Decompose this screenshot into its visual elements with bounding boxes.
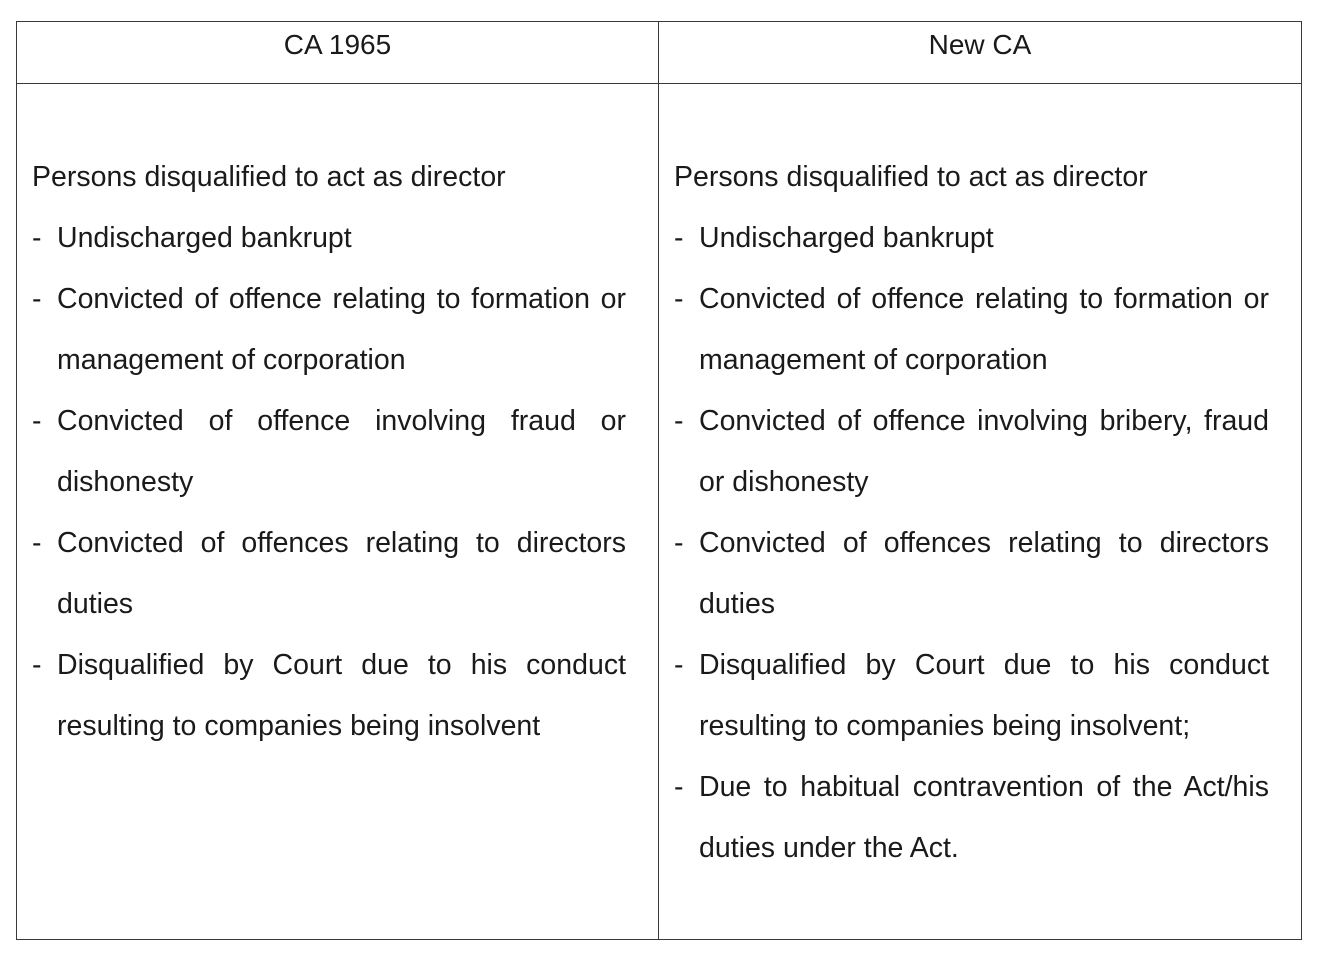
list-item-text: Due to habitual contravention of the Act/his duties under the Act. bbox=[699, 771, 1269, 864]
cell-new-ca bbox=[659, 84, 1302, 940]
dash-bullet: - bbox=[32, 649, 42, 681]
list-item bbox=[674, 635, 1269, 757]
list-item-text: Convicted of offence involving fraud or dishonesty bbox=[57, 405, 626, 498]
header-row bbox=[17, 22, 1302, 84]
list-item bbox=[32, 208, 626, 269]
list-item-text: Disqualified by Court due to his conduct resulting to companies being insolvent; bbox=[699, 649, 1269, 742]
list-item bbox=[674, 757, 1269, 879]
cell-intro: Persons disqualified to act as director bbox=[32, 161, 506, 193]
header-new-ca bbox=[659, 22, 1302, 84]
dash-bullet: - bbox=[32, 405, 42, 437]
header-ca-1965 bbox=[17, 22, 659, 84]
list-item-text: Undischarged bankrupt bbox=[57, 222, 352, 254]
header-label: New CA bbox=[928, 29, 1032, 60]
dash-bullet: - bbox=[674, 649, 684, 681]
list-item-text: Convicted of offence relating to formation or management of corporation bbox=[57, 283, 626, 376]
list-item bbox=[674, 391, 1269, 513]
list-item bbox=[674, 269, 1269, 391]
dash-bullet: - bbox=[674, 771, 684, 803]
list-item-text: Convicted of offences relating to directors duties bbox=[699, 527, 1269, 620]
list-item bbox=[32, 269, 626, 391]
cell-ca-1965 bbox=[17, 84, 659, 940]
header-label: CA 1965 bbox=[283, 29, 392, 60]
list-item bbox=[674, 513, 1269, 635]
list-item-text: Undischarged bankrupt bbox=[699, 222, 994, 254]
dash-bullet: - bbox=[32, 283, 42, 315]
dash-bullet: - bbox=[32, 222, 42, 254]
list-item bbox=[32, 635, 626, 757]
list-item-text: Convicted of offences relating to directors duties bbox=[57, 527, 626, 620]
list-item-text: Disqualified by Court due to his conduct resulting to companies being insolvent bbox=[57, 649, 626, 742]
disqualification-list bbox=[32, 208, 626, 757]
list-item-text: Convicted of offence relating to formation or management of corporation bbox=[699, 283, 1269, 376]
dash-bullet: - bbox=[674, 283, 684, 315]
disqualification-list bbox=[674, 208, 1269, 879]
cell-intro: Persons disqualified to act as director bbox=[674, 161, 1148, 193]
list-item bbox=[674, 208, 1269, 269]
list-item bbox=[32, 391, 626, 513]
list-item bbox=[32, 513, 626, 635]
comparison-table bbox=[16, 21, 1302, 940]
dash-bullet: - bbox=[32, 527, 42, 559]
dash-bullet: - bbox=[674, 527, 684, 559]
dash-bullet: - bbox=[674, 405, 684, 437]
content-row bbox=[17, 84, 1302, 940]
list-item-text: Convicted of offence involving bribery, fraud or dishonesty bbox=[699, 405, 1269, 498]
dash-bullet: - bbox=[674, 222, 684, 254]
